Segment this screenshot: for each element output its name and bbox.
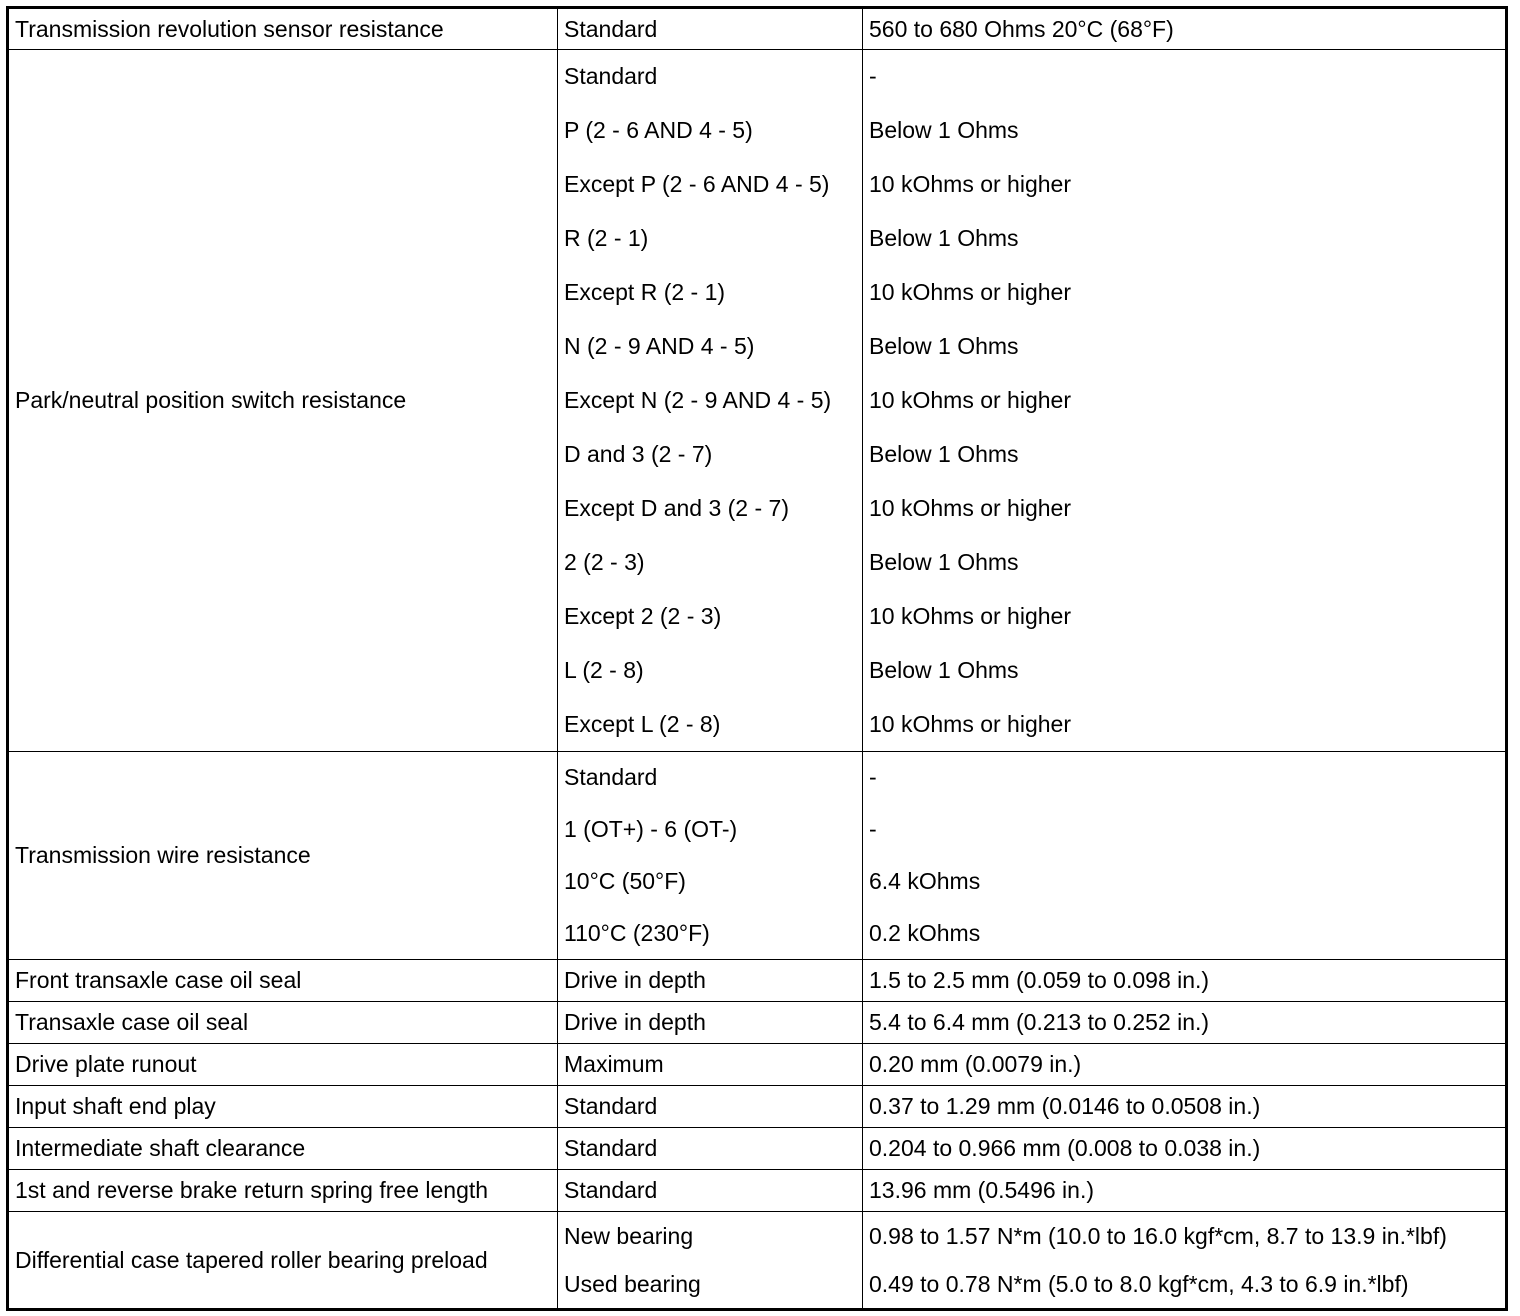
value-cell-group — [863, 50, 1507, 752]
value-line: - — [869, 63, 877, 90]
item-cell: Transaxle case oil seal — [8, 1002, 558, 1044]
value-line: 10 kOhms or higher — [869, 710, 1071, 737]
table-row — [8, 50, 1507, 752]
condition-cell: Standard — [558, 1086, 863, 1128]
table-row — [8, 8, 1507, 50]
value-line: 10 kOhms or higher — [869, 386, 1071, 413]
value-line: Below 1 Ohms — [869, 548, 1019, 575]
value-line: Below 1 Ohms — [869, 440, 1019, 467]
item-cell: Park/neutral position switch resistance — [8, 50, 558, 752]
condition-cell: Standard — [558, 8, 863, 50]
value-cell-group — [863, 752, 1507, 960]
item-cell: Front transaxle case oil seal — [8, 960, 558, 1002]
value-line: Below 1 Ohms — [869, 117, 1019, 144]
table-row — [8, 1212, 1507, 1310]
item-cell: Drive plate runout — [8, 1044, 558, 1086]
condition-cell-group — [558, 50, 863, 752]
condition-cell: Maximum — [558, 1044, 863, 1086]
value-line: Below 1 Ohms — [869, 656, 1019, 683]
condition-line: Except 2 (2 - 3) — [564, 602, 722, 629]
item-cell: Differential case tapered roller bearing preload — [8, 1212, 558, 1310]
table-row — [8, 960, 1507, 1002]
value-line: - — [869, 816, 877, 843]
value-cell-group — [863, 1212, 1507, 1310]
condition-line: Except L (2 - 8) — [564, 710, 721, 737]
item-cell: Input shaft end play — [8, 1086, 558, 1128]
condition-line: Used bearing — [564, 1270, 701, 1297]
item-cell: 1st and reverse brake return spring free length — [8, 1170, 558, 1212]
value-cell: 560 to 680 Ohms 20°C (68°F) — [863, 8, 1507, 50]
condition-line: 10°C (50°F) — [564, 867, 686, 894]
value-line: 0.2 kOhms — [869, 919, 981, 946]
value-line: 0.49 to 0.78 N*m (5.0 to 8.0 kgf*cm, 4.3 to 6.9 in.*lbf) — [869, 1270, 1409, 1297]
value-cell: 5.4 to 6.4 mm (0.213 to 0.252 in.) — [863, 1002, 1507, 1044]
value-line: 10 kOhms or higher — [869, 171, 1071, 198]
value-cell: 13.96 mm (0.5496 in.) — [863, 1170, 1507, 1212]
value-line: 10 kOhms or higher — [869, 602, 1071, 629]
condition-line: P (2 - 6 AND 4 - 5) — [564, 117, 753, 144]
condition-line: 110°C (230°F) — [564, 919, 710, 946]
condition-line: Except N (2 - 9 AND 4 - 5) — [564, 386, 832, 413]
value-line: 0.98 to 1.57 N*m (10.0 to 16.0 kgf*cm, 8.7 to 13.9 in.*lbf) — [869, 1222, 1447, 1249]
condition-line: Except P (2 - 6 AND 4 - 5) — [564, 171, 830, 198]
condition-line: Except R (2 - 1) — [564, 279, 726, 306]
value-cell: 0.204 to 0.966 mm (0.008 to 0.038 in.) — [863, 1128, 1507, 1170]
condition-cell: Standard — [558, 1128, 863, 1170]
value-line: 6.4 kOhms — [869, 867, 981, 894]
table-row — [8, 752, 1507, 960]
value-cell: 0.37 to 1.29 mm (0.0146 to 0.0508 in.) — [863, 1086, 1507, 1128]
value-line: - — [869, 764, 877, 791]
condition-cell: Drive in depth — [558, 960, 863, 1002]
value-line: 10 kOhms or higher — [869, 494, 1071, 521]
table-row — [8, 1044, 1507, 1086]
condition-line: N (2 - 9 AND 4 - 5) — [564, 333, 755, 360]
condition-line: Standard — [564, 764, 658, 791]
condition-line: New bearing — [564, 1222, 694, 1249]
condition-line: Except D and 3 (2 - 7) — [564, 494, 789, 521]
condition-cell: Standard — [558, 1170, 863, 1212]
condition-line: 2 (2 - 3) — [564, 548, 645, 575]
condition-line: Standard — [564, 63, 658, 90]
condition-cell-group — [558, 1212, 863, 1310]
item-cell: Intermediate shaft clearance — [8, 1128, 558, 1170]
table-row — [8, 1086, 1507, 1128]
item-cell: Transmission revolution sensor resistance — [8, 8, 558, 50]
condition-line: 1 (OT+) - 6 (OT-) — [564, 816, 738, 843]
value-line: Below 1 Ohms — [869, 225, 1019, 252]
condition-cell-group — [558, 752, 863, 960]
table-row — [8, 1170, 1507, 1212]
condition-line: L (2 - 8) — [564, 656, 644, 683]
condition-cell: Drive in depth — [558, 1002, 863, 1044]
value-cell: 0.20 mm (0.0079 in.) — [863, 1044, 1507, 1086]
value-cell: 1.5 to 2.5 mm (0.059 to 0.098 in.) — [863, 960, 1507, 1002]
table-row — [8, 1128, 1507, 1170]
condition-line: D and 3 (2 - 7) — [564, 440, 713, 467]
table-row — [8, 1002, 1507, 1044]
value-line: 10 kOhms or higher — [869, 279, 1071, 306]
specification-table — [6, 6, 1508, 1311]
condition-line: R (2 - 1) — [564, 225, 649, 252]
item-cell: Transmission wire resistance — [8, 752, 558, 960]
value-line: Below 1 Ohms — [869, 333, 1019, 360]
